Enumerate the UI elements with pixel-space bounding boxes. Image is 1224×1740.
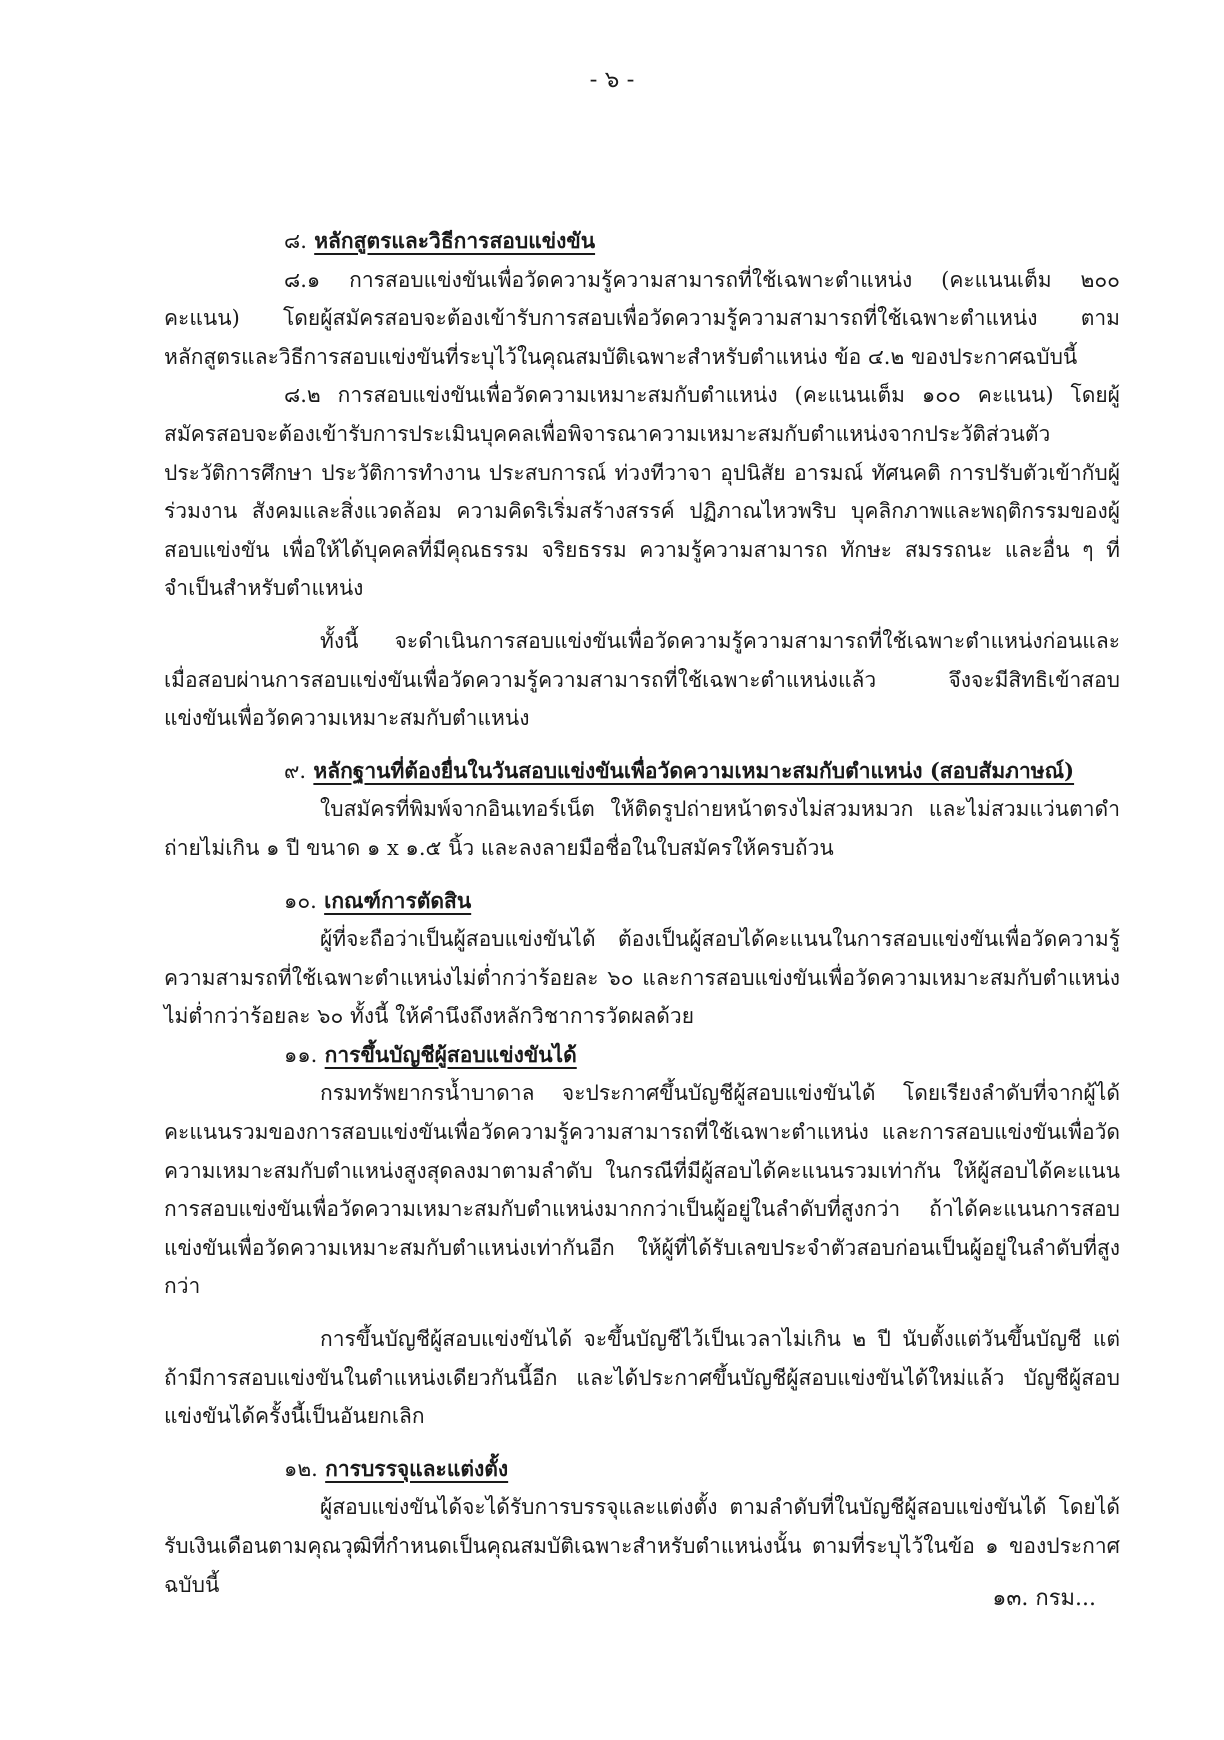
section-number: ๑๒. bbox=[284, 1456, 318, 1481]
section-title: เกณฑ์การตัดสิน bbox=[324, 887, 472, 913]
document-body bbox=[164, 222, 1120, 1604]
section-heading bbox=[164, 882, 1120, 921]
paragraph: การขึ้นบัญชีผู้สอบแข่งขันได้ จะขึ้นบัญชีไว้เป็นเวลาไม่เกิน ๒ ปี นับตั้งแต่วันขึ้นบัญชี แต่ถ้ามีการสอบแข่งขันในตำแหน่งเดียวกันนี้อีก และได้ประกาศขึ้นบัญชีผู้สอบแข่งขันได้ใหม่แล้ว บัญชีผู้สอบแข่งขันได้ครั้งนี้เป็นอันยกเลิก bbox=[164, 1327, 1120, 1429]
section-heading bbox=[164, 222, 1120, 261]
section-number: ๑๑. bbox=[284, 1042, 318, 1067]
page-number: - ๖ - bbox=[589, 67, 635, 93]
section-title: การบรรจุและแต่งตั้ง bbox=[325, 1455, 509, 1481]
paragraph: ใบสมัครที่พิมพ์จากอินเทอร์เน็ต ให้ติดรูปถ่ายหน้าตรงไม่สวมหมวก และไม่สวมแว่นตาดำ ถ่ายไม่เกิน ๑ ปี ขนาด ๑ x ๑.๕ นิ้ว และลงลายมือชื่อในใบสมัครให้ครบถ้วน bbox=[164, 797, 1120, 860]
section-number: ๑๐. bbox=[284, 888, 317, 913]
section-title: หลักสูตรและวิธีการสอบแข่งขัน bbox=[314, 228, 596, 253]
continuation-note: ๑๓. กรม... bbox=[992, 1586, 1096, 1611]
section-number: ๙. bbox=[284, 758, 307, 783]
paragraph: ๘.๒ การสอบแข่งขันเพื่อวัดความเหมาะสมกับตำแหน่ง (คะแนนเต็ม ๑๐๐ คะแนน) โดยผู้สมัครสอบจะต้องเข้ารับการประเมินบุคคลเพื่อพิจารณาความเหมาะสมกับตำแหน่งจากประวัติส่วนตัว ประวัติการศึกษา ประวัติการทำงาน ประสบการณ์ ท่วงทีวาจา อุปนิสัย อารมณ์ ทัศนคติ การปรับตัวเข้ากับผู้ร่วมงาน สังคมและสิ่งแวดล้อม ความคิดริเริ่มสร้างสรรค์ ปฏิภาณไหวพริบ บุคลิกภาพและพฤติกรรมของผู้สอบแข่งขัน เพื่อให้ได้บุคคลที่มีคุณธรรม จริยธรรม ความรู้ความสามารถ ทักษะ สมรรถนะ และอื่น ๆ ที่จำเป็นสำหรับตำแหน่ง bbox=[164, 383, 1120, 601]
section-heading bbox=[164, 752, 1120, 791]
section-heading bbox=[164, 1450, 1120, 1489]
paragraph: ผู้ที่จะถือว่าเป็นผู้สอบแข่งขันได้ ต้องเป็นผู้สอบได้คะแนนในการสอบแข่งขันเพื่อวัดความรู้ความสามรถที่ใช้เฉพาะตำแหน่งไม่ต่ำกว่าร้อยละ ๖๐ และการสอบแข่งขันเพื่อวัดความเหมาะสมกับตำแหน่งไม่ต่ำกว่าร้อยละ ๖๐ ทั้งนี้ ให้คำนึงถึงหลักวิชาการวัดผลด้วย bbox=[164, 927, 1120, 1029]
section-title: หลักฐานที่ต้องยื่นในวันสอบแข่งขันเพื่อวัดความเหมาะสมกับตำแหน่ง (สอบสัมภาษณ์) bbox=[313, 757, 1075, 783]
section-number: ๘. bbox=[284, 229, 307, 253]
paragraph: ทั้งนี้ จะดำเนินการสอบแข่งขันเพื่อวัดความรู้ความสามารถที่ใช้เฉพาะตำแหน่งก่อนและเมื่อสอบผ่านการสอบแข่งขันเพื่อวัดความรู้ความสามารถที่ใช้เฉพาะตำแหน่งแล้ว จึงจะมีสิทธิเข้าสอบแข่งขันเพื่อวัดความเหมาะสมกับตำแหน่ง bbox=[164, 628, 1120, 731]
paragraph: ผู้สอบแข่งขันได้จะได้รับการบรรจุและแต่งตั้ง ตามลำดับที่ในบัญชีผู้สอบแข่งขันได้ โดยได้รับเงินเดือนตามคุณวุฒิที่กำหนดเป็นคุณสมบัติเฉพาะสำหรับตำแหน่งนั้น ตามที่ระบุไว้ในข้อ ๑ ของประกาศฉบับนี้ bbox=[164, 1495, 1120, 1597]
paragraph: ๘.๑ การสอบแข่งขันเพื่อวัดความรู้ความสามารถที่ใช้เฉพาะตำแหน่ง (คะแนนเต็ม ๒๐๐ คะแนน) โดยผู้สมัครสอบจะต้องเข้ารับการสอบเพื่อวัดความรู้ความสามารถที่ใช้เฉพาะตำแหน่ง ตามหลักสูตรและวิธีการสอบแข่งขันที่ระบุไว้ในคุณสมบัติเฉพาะสำหรับตำแหน่ง ข้อ ๔.๒ ของประกาศฉบับนี้ bbox=[164, 267, 1120, 369]
section-heading bbox=[164, 1036, 1120, 1075]
section-title: การขึ้นบัญชีผู้สอบแข่งขันได้ bbox=[324, 1041, 577, 1067]
paragraph: กรมทรัพยากรน้ำบาดาล จะประกาศขึ้นบัญชีผู้สอบแข่งขันได้ โดยเรียงลำดับที่จากผู้ได้คะแนนรวมของการสอบแข่งขันเพื่อวัดความรู้ความสามารถที่ใช้เฉพาะตำแหน่ง และการสอบแข่งขันเพื่อวัดความเหมาะสมกับตำแหน่งสูงสุดลงมาตามลำดับ ในกรณีที่มีผู้สอบได้คะแนนรวมเท่ากัน ให้ผู้สอบได้คะแนนการสอบแข่งขันเพื่อวัดความเหมาะสมกับตำแหน่งมากกว่าเป็นผู้อยู่ในลำดับที่สูงกว่า ถ้าได้คะแนนการสอบแข่งขันเพื่อวัดความเหมาะสมกับตำแหน่งเท่ากันอีก ให้ผู้ที่ได้รับเลขประจำตัวสอบก่อนเป็นผู้อยู่ในลำดับที่สูงกว่า bbox=[164, 1081, 1120, 1299]
